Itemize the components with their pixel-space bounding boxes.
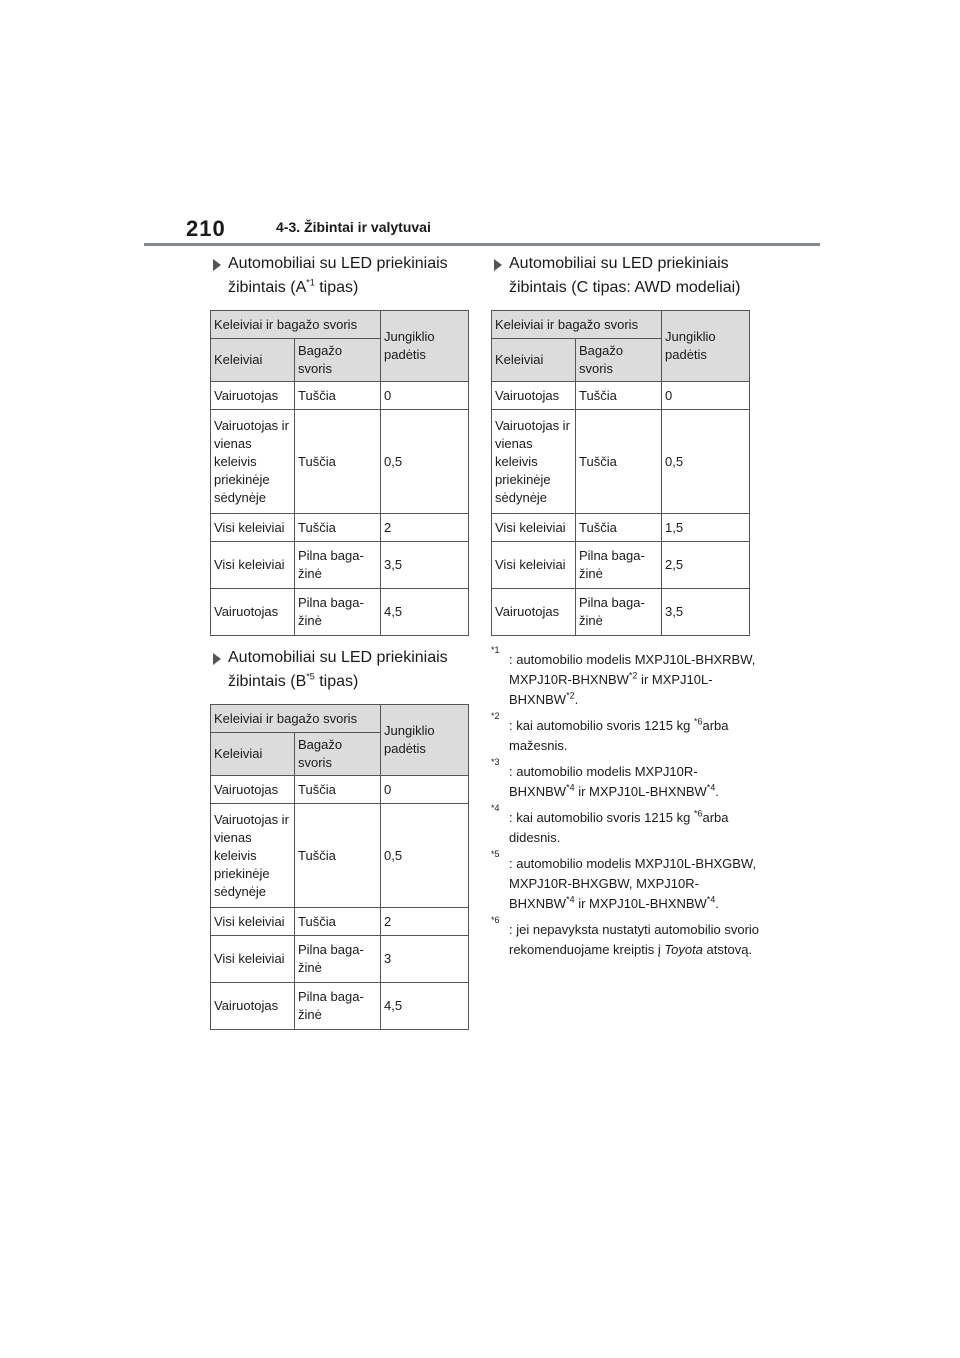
footnote-1: *1 : automobilio modelis MXPJ10L-BHXRBW, MXPJ10R-BHXNBW$^{*2}$ ir MXPJ10L-BHXNBW$^{*2}$. [491,645,756,707]
left-column [210,252,470,1030]
header-group: Keleiviai ir bagažo svoris [211,705,381,733]
table-row: Vairuotojas Tuščia 0 [492,382,750,410]
load-table-c [491,310,750,636]
header-passengers: Keleiviai [492,339,576,382]
table-row: Vairuotojas ir vienas keleivis priekinėje sėdynėje Tuščia 0,5 [492,410,750,514]
table-row: Vairuotojas ir vienas keleivis priekinėje sėdynėje Tuščia 0,5 [211,410,469,514]
table-row: Vairuotojas Pilna baga-žinė 4,5 [211,983,469,1030]
table-b-heading: Automobiliai su LED priekiniais žibintais ($B^{*5}$ tipas) [210,646,470,694]
header-passengers: Keleiviai [211,339,295,382]
table-c-heading: Automobiliai su LED priekiniais žibintais (C tipas: AWD modeliai) [491,252,761,300]
header-passengers: Keleiviai [211,733,295,776]
page-number: 210 [186,216,226,241]
bullet-arrow-icon [494,259,502,271]
table-row: Vairuotojas Tuščia 0 [211,382,469,410]
footnote-6: *6 : jei nepavyksta nustatyti automobilio svorio rekomenduojame kreiptis į Toyota atstovą. [491,915,760,957]
table-row: Visi keleiviai Pilna baga-žinė 3 [211,936,469,983]
footnote-5: *5 : automobilio modelis MXPJ10L-BHXGBW, MXPJ10R-BHXGBW, MXPJ10R-BHXNBW$^{*4}$ ir MXPJ10L-BHXNBW$^{*4}$. [491,849,757,911]
table-row: Visi keleiviai Pilna baga-žinė 2,5 [492,542,750,589]
right-column [491,252,761,966]
footnote-4: *4 : kai automobilio svoris 1215 kg $^{*6}$arba didesnis. [491,803,729,845]
table-row: Visi keleiviai Tuščia 2 [211,908,469,936]
header-group: Keleiviai ir bagažo svoris [492,311,662,339]
footnote-3: *3 : automobilio modelis MXPJ10R-BHXNBW$^{*4}$ ir MXPJ10L-BHXNBW$^{*4}$. [491,757,719,799]
table-a-heading: Automobiliai su LED priekiniais žibintais ($A^{*1}$ tipas) [210,252,470,300]
header-switch: Jungiklio padėtis [381,705,469,776]
header-luggage: Bagažo svoris [576,339,662,382]
header-rule [144,243,820,246]
table-row: Vairuotojas Tuščia 0 [211,776,469,804]
page-header [144,214,820,246]
header-switch: Jungiklio padėtis [381,311,469,382]
footnote-2: *2 : kai automobilio svoris 1215 kg $^{*6}$arba mažesnis. [491,711,729,753]
table-row: Visi keleiviai Pilna baga-žinė 3,5 [211,542,469,589]
header-luggage: Bagažo svoris [295,339,381,382]
header-luggage: Bagažo svoris [295,733,381,776]
footnotes [491,645,761,960]
table-row: Vairuotojas ir vienas keleivis priekinėje sėdynėje Tuščia 0,5 [211,804,469,908]
header-group: Keleiviai ir bagažo svoris [211,311,381,339]
table-row: Vairuotojas Pilna baga-žinė 4,5 [211,589,469,636]
bullet-arrow-icon [213,259,221,271]
load-table-a [210,310,469,636]
table-row: Visi keleiviai Tuščia 1,5 [492,514,750,542]
header-switch: Jungiklio padėtis [662,311,750,382]
section-title: 4-3. Žibintai ir valytuvai [276,219,431,235]
bullet-arrow-icon [213,653,221,665]
table-row: Visi keleiviai Tuščia 2 [211,514,469,542]
table-row: Vairuotojas Pilna baga-žinė 3,5 [492,589,750,636]
load-table-b [210,704,469,1030]
